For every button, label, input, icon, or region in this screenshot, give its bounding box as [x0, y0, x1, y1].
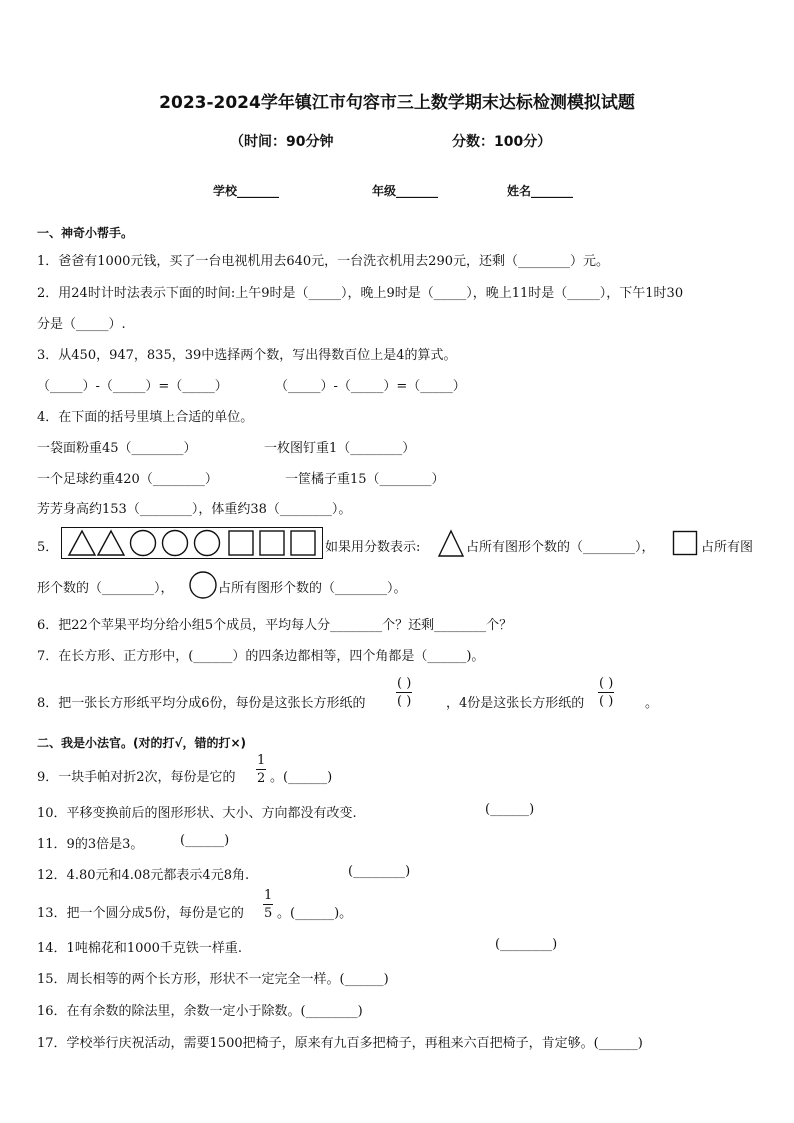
- fraction-one-fifth: [263, 889, 273, 920]
- question-1: 1．爸爸有1000元钱，买了一台电视机用去640元，一台洗衣机用去290元，还剩（________）元。: [37, 254, 609, 269]
- school-field: 学校_______: [213, 184, 280, 198]
- question-15: 15．周长相等的两个长方形，形状不一定完全一样。(______): [37, 972, 389, 987]
- question-12: 12．4.80元和4.08元都表示4元8角.: [37, 868, 250, 883]
- question-4: 4．在下面的括号里填上合适的单位。: [37, 410, 254, 425]
- question-14: 14．1吨棉花和1000千克铁一样重.: [37, 941, 243, 956]
- shape-row: [61, 527, 323, 559]
- square-shape: [260, 531, 284, 555]
- triangle-icon: [437, 528, 465, 558]
- name-field: 姓名_______: [507, 184, 574, 198]
- fraction-denominator-blank: ( ): [397, 694, 412, 709]
- square-shape: [291, 531, 315, 555]
- question-8-text-a: 8．把一张长方形纸平均分成6份，每份是这张长方形纸的: [37, 696, 366, 711]
- triangle-shape: [69, 531, 95, 555]
- triangle-shape: [98, 531, 124, 555]
- grade-field: 年级_______: [372, 184, 439, 198]
- question-4-item: 一个足球约重420（________）: [37, 472, 218, 487]
- question-13-text: 13．把一个圆分成5份，每份是它的: [37, 906, 244, 921]
- question-5-text: 如果用分数表示:: [325, 540, 421, 555]
- circle-shape: [131, 531, 156, 556]
- fraction-denominator-blank: ( ): [599, 694, 614, 709]
- question-13-blank: 。(______)。: [277, 906, 353, 921]
- question-10-blank: (______): [485, 802, 535, 817]
- question-5-square-text: 占所有图: [701, 540, 754, 555]
- question-5-circle-blank: 占所有图形个数的（________）。: [218, 581, 407, 596]
- score-label: 分数：100分）: [452, 134, 552, 150]
- circle-shape: [195, 531, 220, 556]
- question-11: 11．9的3倍是3。: [37, 837, 144, 852]
- question-4-item: 一枚图钉重1（________）: [264, 441, 416, 456]
- question-2-line1: 2．用24时计时法表示下面的时间:上午9时是（_____），晚上9时是（_____），晚上11时是（_____），下午1时30: [37, 286, 684, 301]
- fraction-numerator-blank: ( ): [397, 676, 412, 691]
- question-8-text-b: ，4份是这张长方形纸的: [446, 696, 585, 711]
- question-5-square-blank: 形个数的（________），: [37, 581, 174, 596]
- question-12-blank: (________): [348, 864, 411, 879]
- question-9-blank: 。(______): [270, 770, 333, 785]
- page-title: 2023-2024学年镇江市句容市三上数学期末达标检测模拟试题: [159, 93, 635, 113]
- square-icon: [672, 530, 698, 556]
- fraction-denominator: 2: [257, 771, 266, 786]
- square-shape: [229, 531, 253, 555]
- question-3-equation-1: （_____）-（_____）=（_____）: [37, 379, 228, 394]
- section-heading-2: 二、我是小法官。(对的打√，错的打×): [37, 736, 247, 750]
- fraction-numerator: 1: [257, 753, 266, 768]
- fraction-numerator-blank: ( ): [599, 676, 614, 691]
- fraction-one-half: [256, 754, 266, 785]
- blank-fraction: [396, 677, 412, 708]
- blank-fraction: [598, 677, 614, 708]
- question-4-item: 一筐橘子重15（________）: [285, 472, 445, 487]
- circle-icon: [188, 570, 218, 600]
- question-17: 17．学校举行庆祝活动，需要1500把椅子，原来有九百多把椅子，再租来六百把椅子，肯定够。(______): [37, 1036, 643, 1051]
- time-label: （时间：90分钟: [230, 134, 334, 150]
- question-3-equation-2: （_____）-（_____）=（_____）: [275, 379, 466, 394]
- shapes-figure: [61, 527, 323, 559]
- question-7: 7．在长方形、正方形中，(______）的四条边都相等，四个角都是（______)。: [37, 649, 485, 664]
- question-16: 16．在有余数的除法里，余数一定小于除数。(________): [37, 1004, 363, 1019]
- question-6: 6．把22个苹果平均分给小组5个成员，平均每人分________个？还剩________个？: [37, 618, 513, 633]
- question-4-item: 一袋面粉重45（________）: [37, 441, 197, 456]
- question-5-triangle-blank: 占所有图形个数的（________），: [466, 540, 655, 555]
- question-8-text-c: 。: [645, 696, 659, 711]
- question-14-blank: (________): [495, 937, 558, 952]
- question-4-item: 芳芳身高约153（________），体重约38（________）。: [37, 502, 352, 517]
- question-11-blank: (______): [180, 833, 230, 848]
- question-3: 3．从450，947，835，39中选择两个数，写出得数百位上是4的算式。: [37, 348, 457, 363]
- question-10: 10．平移变换前后的图形形状、大小、方向都没有改变.: [37, 806, 357, 821]
- fraction-numerator: 1: [264, 888, 273, 903]
- question-9-text: 9．一块手帕对折2次，每份是它的: [37, 770, 236, 785]
- question-2-line2: 分是（_____）.: [37, 317, 126, 332]
- section-heading-1: 一、神奇小帮手。: [37, 226, 134, 240]
- question-5-number: 5．: [37, 540, 59, 555]
- fraction-denominator: 5: [264, 906, 273, 921]
- circle-shape: [163, 531, 188, 556]
